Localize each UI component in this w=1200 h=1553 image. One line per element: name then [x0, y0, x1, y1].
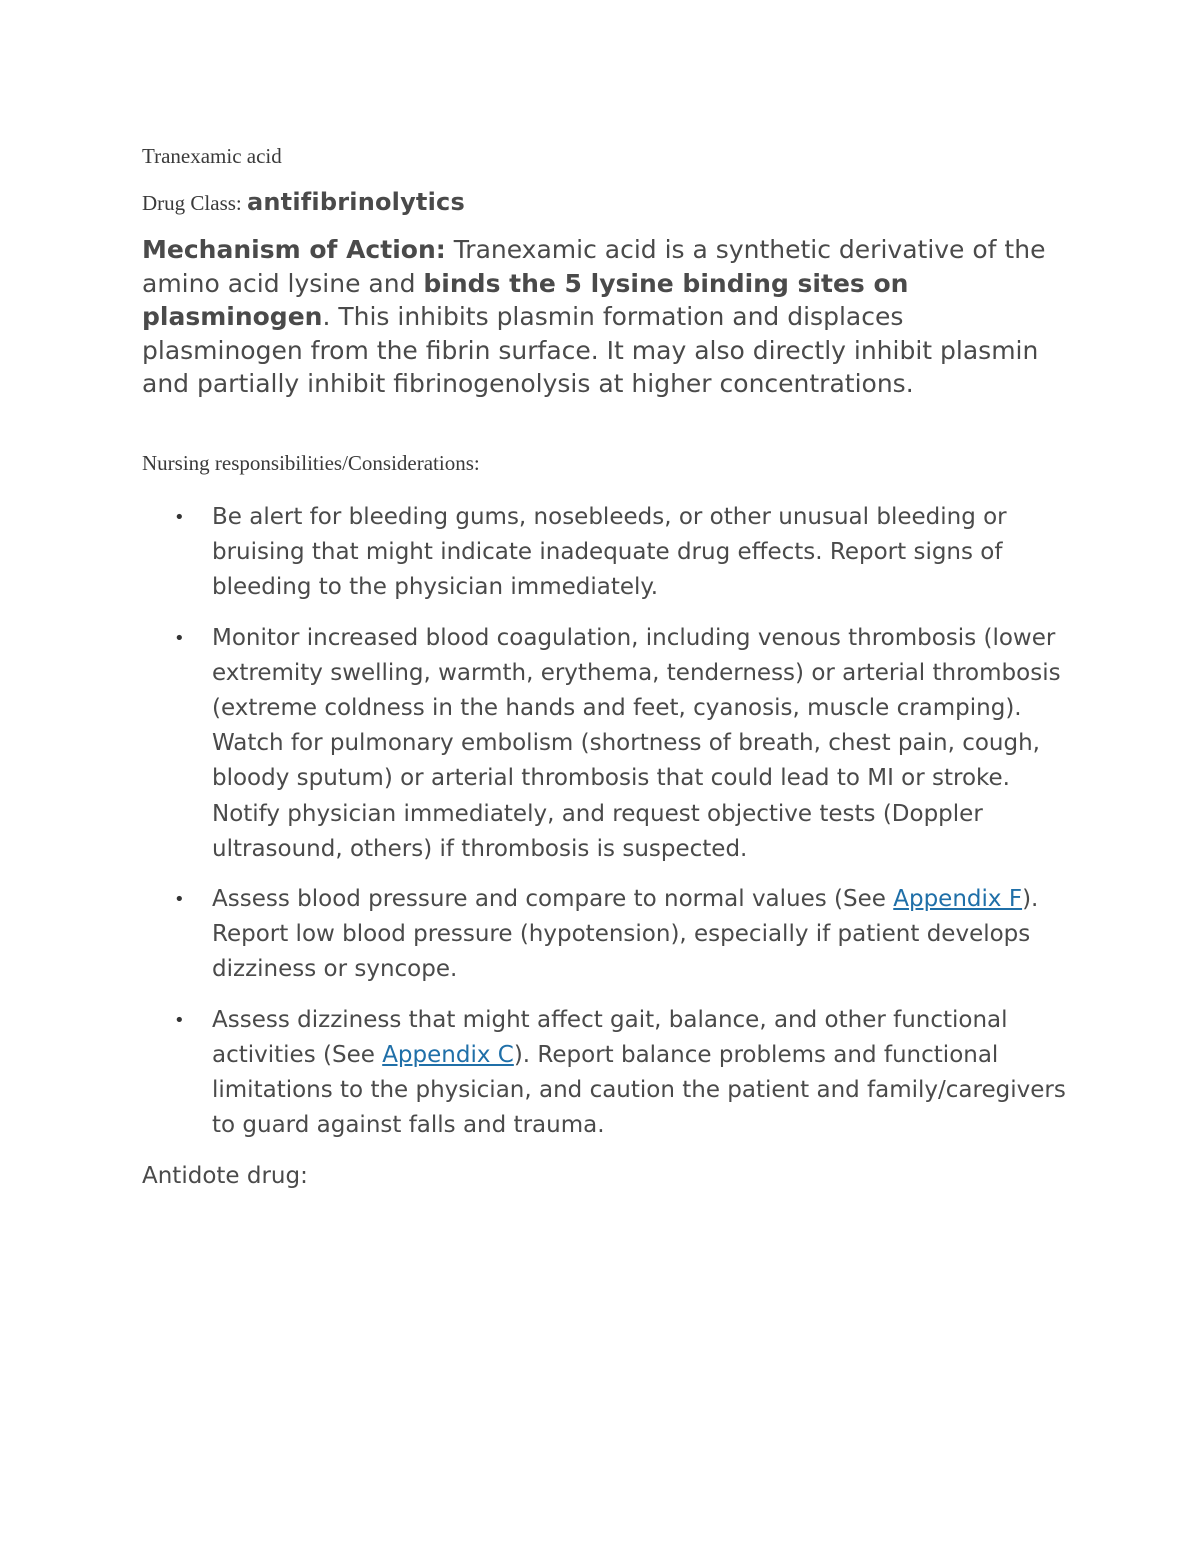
nursing-item-text: Monitor increased blood coagulation, including venous thrombosis (lower extremity swelling, warmth, erythema, tenderness) or arterial thrombosis (extreme coldness in the hands and feet, cyanosis, muscle cramping). Watch for pulmonary embolism (shortness of breath, chest pain, cough, bloody sputum) or arterial thrombosis that could lead to MI or stroke. Notify physician immediately, and request objective tests (Doppler ultrasound, others) if thrombosis is suspected. — [212, 624, 1061, 862]
nursing-list-item — [142, 500, 1067, 606]
drug-title: Tranexamic acid — [142, 144, 282, 168]
nursing-item-text: Be alert for bleeding gums, nosebleeds, or other unusual bleeding or bruising that might indicate inadequate drug effects. Report signs of bleeding to the physician immediately. — [212, 504, 1007, 601]
mechanism-text-2: . This inhibits plasmin formation and displaces plasminogen from the fibrin surface. It may also directly inhibit plasmin and partially inhibit fibrinogenolysis at higher concentrations. — [142, 302, 1039, 398]
mechanism-text-1: Tranexamic acid is a synthetic derivative of the amino acid lysine and — [142, 235, 1046, 298]
mechanism-label: Mechanism of Action: — [142, 235, 446, 264]
bullet-icon: • — [174, 1009, 185, 1031]
drug-class-line — [142, 188, 465, 216]
nursing-item-text-after: ). Report balance problems and functional limitations to the physician, and caution the patient and family/caregivers to guard against falls and trauma. — [212, 1041, 1066, 1139]
nursing-list — [142, 500, 1067, 1158]
bullet-icon: • — [174, 507, 185, 528]
nursing-item-text-before: Assess blood pressure and compare to normal values (See — [212, 886, 894, 913]
antidote-label: Antidote drug: — [142, 1163, 308, 1189]
nursing-list-item — [142, 621, 1067, 867]
nursing-list-item — [142, 882, 1067, 988]
appendix-f-link[interactable]: Appendix F — [893, 886, 1023, 913]
nursing-list-item — [142, 1003, 1067, 1144]
drug-class-value: antifibrinolytics — [247, 188, 465, 216]
bullet-icon: • — [174, 627, 185, 649]
appendix-c-link[interactable]: Appendix C — [382, 1041, 514, 1068]
mechanism-of-action — [142, 233, 1067, 401]
nursing-item-text-after: ). Report low blood pressure (hypotension), especially if patient develops dizziness or syncope. — [212, 886, 1039, 983]
drug-class-label: Drug Class: — [142, 191, 247, 215]
nursing-item-text-before: Assess dizziness that might affect gait, balance, and other functional activities (See — [212, 1006, 1008, 1068]
bullet-icon: • — [174, 889, 185, 911]
mechanism-bold-text: binds the 5 lysine binding sites on plasminogen — [142, 268, 909, 331]
nursing-heading: Nursing responsibilities/Considerations: — [142, 451, 480, 475]
